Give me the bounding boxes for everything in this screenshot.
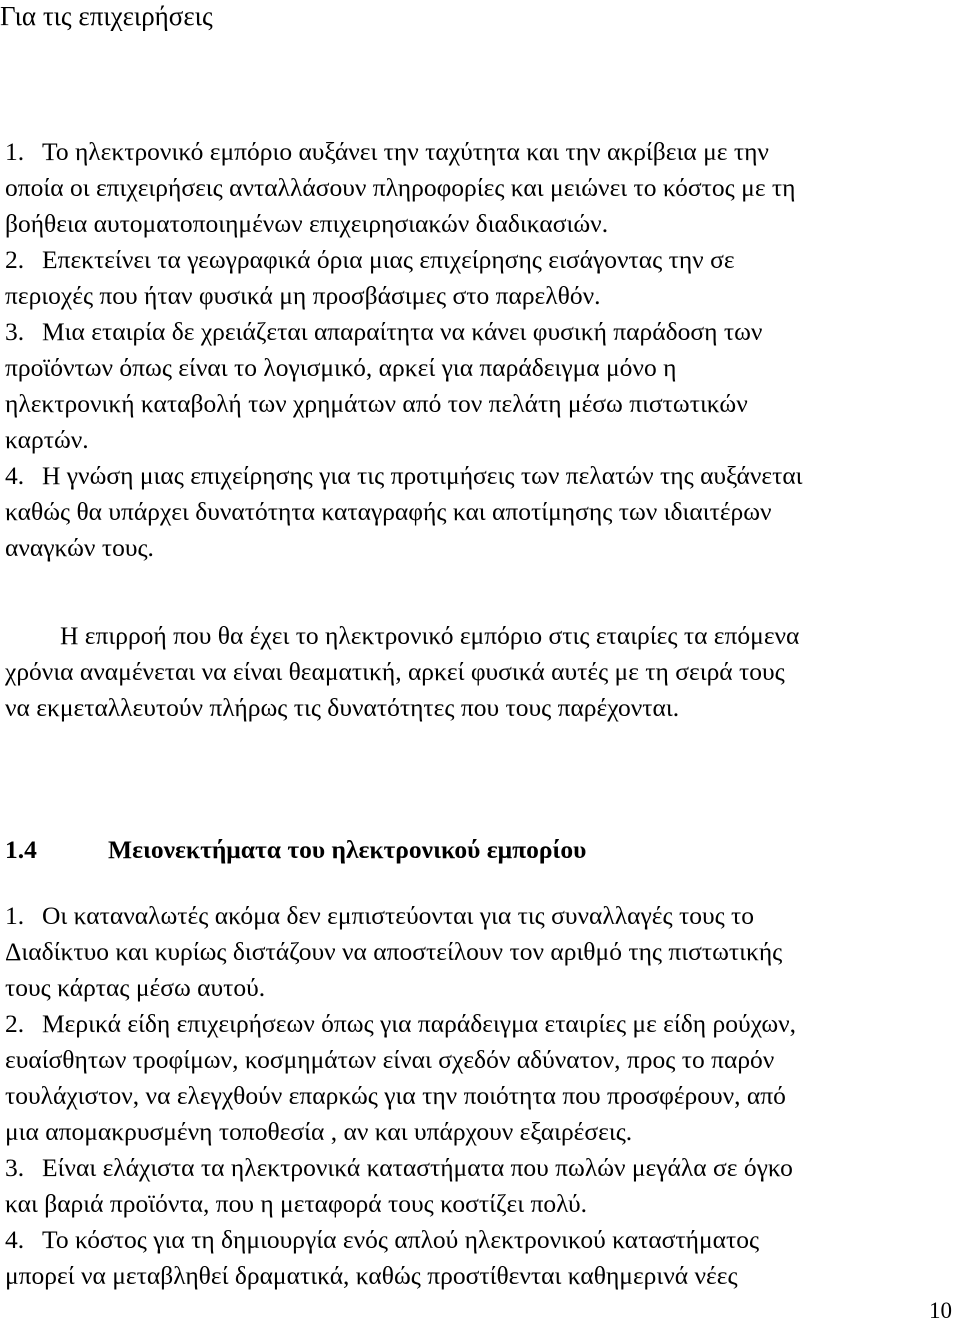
page-number: 10 bbox=[929, 1298, 952, 1323]
list-item-line: καθώς θα υπάρχει δυνατότητα καταγραφής και αποτίμησης των ιδιαιτέρων bbox=[5, 497, 772, 526]
page-heading: Για τις επιχειρήσεις bbox=[0, 1, 213, 31]
advantages-list bbox=[5, 134, 950, 566]
list-item-line: 4. Η γνώση μιας επιχείρησης για τις προτιμήσεις των πελατών της αυξάνεται bbox=[5, 458, 950, 494]
list-item-line: τους κάρτας μέσω αυτού. bbox=[5, 973, 266, 1002]
list-item-line: 1. Οι καταναλωτές ακόμα δεν εμπιστεύονται για τις συναλλαγές τους το bbox=[5, 898, 950, 934]
list-item-number: 1. bbox=[5, 137, 25, 166]
list-item-line: 3. Μια εταιρία δε χρειάζεται απαραίτητα να κάνει φυσική παράδοση των bbox=[5, 314, 950, 350]
list-item-line: 2. Επεκτείνει τα γεωγραφικά όρια μιας επιχείρησης εισάγοντας την σε bbox=[5, 242, 950, 278]
list-item-line: βοήθεια αυτοματοποιημένων επιχειρησιακών διαδικασιών. bbox=[5, 209, 609, 238]
list-item-line: 2. Μερικά είδη επιχειρήσεων όπως για παράδειγμα εταιρίες με είδη ρούχων, bbox=[5, 1006, 950, 1042]
section-number: 1.4 bbox=[5, 835, 37, 864]
list-item-line: και βαριά προϊόντα, που η μεταφορά τους κοστίζει πολύ. bbox=[5, 1189, 587, 1218]
list-item-line: περιοχές που ήταν φυσικά μη προσβάσιμες στο παρελθόν. bbox=[5, 281, 601, 310]
section-title bbox=[5, 832, 586, 868]
paragraph-line: Η επιρροή που θα έχει το ηλεκτρονικό εμπόριο στις εταιρίες τα επόμενα bbox=[60, 621, 800, 650]
paragraph-line: χρόνια αναμένεται να είναι θεαματική, αρκεί φυσικά αυτές με τη σειρά τους bbox=[5, 657, 785, 686]
list-item-line: οποία οι επιχειρήσεις ανταλλάσουν πληροφορίες και μειώνει το κόστος με τη bbox=[5, 173, 796, 202]
list-item-line: μπορεί να μεταβληθεί δραματικά, καθώς προστίθενται καθημερινά νέες bbox=[5, 1261, 738, 1290]
list-item-line: Διαδίκτυο και κυρίως διστάζουν να αποστείλουν τον αριθμό της πιστωτικής bbox=[5, 937, 783, 966]
list-item-line: ευαίσθητων τροφίμων, κοσμημάτων είναι σχεδόν αδύνατον, προς το παρόν bbox=[5, 1045, 775, 1074]
list-item-number: 2. bbox=[5, 1009, 25, 1038]
list-item-line: 4. Το κόστος για τη δημιουργία ενός απλού ηλεκτρονικού καταστήματος bbox=[5, 1222, 950, 1258]
section-title-text: Μειονεκτήματα του ηλεκτρονικού εμπορίου bbox=[108, 835, 587, 864]
list-item-number: 4. bbox=[5, 1225, 25, 1254]
list-item-line: αναγκών τους. bbox=[5, 533, 154, 562]
disadvantages-list bbox=[5, 898, 950, 1294]
list-item-number: 3. bbox=[5, 317, 25, 346]
list-item-number: 2. bbox=[5, 245, 25, 274]
list-item-line: καρτών. bbox=[5, 425, 89, 454]
list-item-number: 3. bbox=[5, 1153, 25, 1182]
list-item-line: προϊόντων όπως είναι το λογισμικό, αρκεί για παράδειγμα μόνο η bbox=[5, 353, 677, 382]
list-item-line: τουλάχιστον, να ελεγχθούν επαρκώς για την ποιότητα που προσφέρουν, από bbox=[5, 1081, 786, 1110]
list-item-line: ηλεκτρονική καταβολή των χρημάτων από τον πελάτη μέσω πιστωτικών bbox=[5, 389, 748, 418]
summary-paragraph bbox=[5, 618, 950, 726]
paragraph-line: να εκμεταλλευτούν πλήρως τις δυνατότητες που τους παρέχονται. bbox=[5, 693, 680, 722]
list-item-line: 1. Το ηλεκτρονικό εμπόριο αυξάνει την ταχύτητα και την ακρίβεια με την bbox=[5, 134, 950, 170]
list-item-line: 3. Είναι ελάχιστα τα ηλεκτρονικά καταστήματα που πωλών μεγάλα σε όγκο bbox=[5, 1150, 950, 1186]
list-item-number: 1. bbox=[5, 901, 25, 930]
list-item-line: μια απομακρυσμένη τοποθεσία , αν και υπάρχουν εξαιρέσεις. bbox=[5, 1117, 633, 1146]
list-item-number: 4. bbox=[5, 461, 25, 490]
